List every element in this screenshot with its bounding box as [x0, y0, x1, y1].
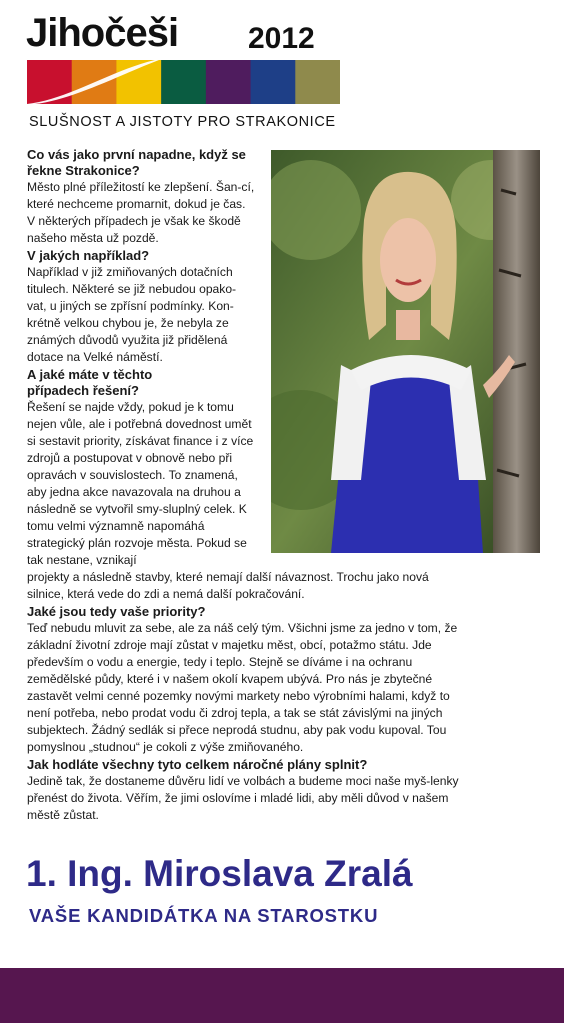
stripe-6 [251, 60, 296, 104]
bottom-bar [0, 968, 564, 1023]
candidate-name: 1. Ing. Miroslava Zralá [26, 853, 413, 894]
question-3: A jaké máte v těchto případech řešení? [27, 367, 153, 398]
logo-title: Jihočeši [26, 11, 179, 55]
candidate-subtitle: VAŠE KANDIDÁTKA NA STAROSTKU [29, 905, 379, 926]
stripe-4 [161, 60, 206, 104]
tagline: SLUŠNOST A JISTOTY PRO STRAKONICE [29, 114, 336, 130]
question-5: Jak hodláte všechny tyto celkem náročné plány splnit? [27, 757, 368, 772]
stripe-2 [72, 60, 117, 104]
answer-3-part-2: projekty a následně stavby, které nemají další návaznost. Trochu jako nová silnice, která vede do zdi a nemá další pokračování. [27, 570, 429, 601]
stripe-1 [27, 60, 72, 104]
interview-article [27, 146, 467, 824]
logo-color-stripes [27, 60, 340, 104]
answer-4: Teď nebudu mluvit za sebe, ale za náš celý tým. Všichni jsme za jedno v tom, že základní životní zdroje mají zůstat v majetku měst, obcí, potažmo státu. Jde především o vodu a energie, tedy i teplo. Stejně se díváme i na ochranu zemědělské půdy, které i v našem okolí kvapem ubývá. Pro nás je zbytečné zastavět velmi cenné pozemky novými markety nebo výrobními halami, když to není potřeba, nebo prodat vodu či zdroj tepla, a tak se stát závislými na jiných subjektech. Žádný sedlák si přece neprodá studnu, aby pak vodu kupoval. Tou pomyslnou „studnou“ je cokoli z výše zmiňovaného. [27, 621, 458, 754]
answer-1: Město plné příležitostí ke zlepšení. Šan-cí, které nechceme promarnit, dokud je čas. V některých případech je však ke škodě našeho města už pozdě. [27, 180, 255, 245]
answer-5: Jedině tak, že dostaneme důvěru lidí ve volbách a budeme moci naše myš-lenky přenést do života. Věřím, že jimi oslovíme i mladé lidi, aby měli důvod v našem městě zůstat. [27, 774, 459, 822]
answer-3-part-1: Řešení se najde vždy, pokud je k tomu nejen vůle, ale i potřebná dovednost umět si sestavit priority, získávat finance i z více zdrojů a postupovat v obnově nebo při opravách v souvislostech. To znamená, aby jedna akce navazovala na druhou a následně se vytvořil smy-sluplný celek. K tomu velmi významně napomáhá strategický plán rozvoje města. Pokud se tak nestane, vznikají [27, 400, 254, 567]
logo-year: 2012 [248, 22, 315, 55]
question-2: V jakých například? [27, 248, 150, 263]
stripe-5 [206, 60, 251, 104]
question-4: Jaké jsou tedy vaše priority? [27, 604, 206, 619]
answer-2: Například v již zmiňovaných dotačních titulech. Některé se již nebudou opako-vat, u jiných se zpřísní podmínky. Kon-krétně velkou chybou je, že nebyla ze známých důvodů využita již přidělená dotace na Velké náměstí. [27, 265, 237, 364]
question-1: Co vás jako první napadne, když se řekne Strakonice? [27, 147, 246, 178]
stripe-7 [295, 60, 340, 104]
